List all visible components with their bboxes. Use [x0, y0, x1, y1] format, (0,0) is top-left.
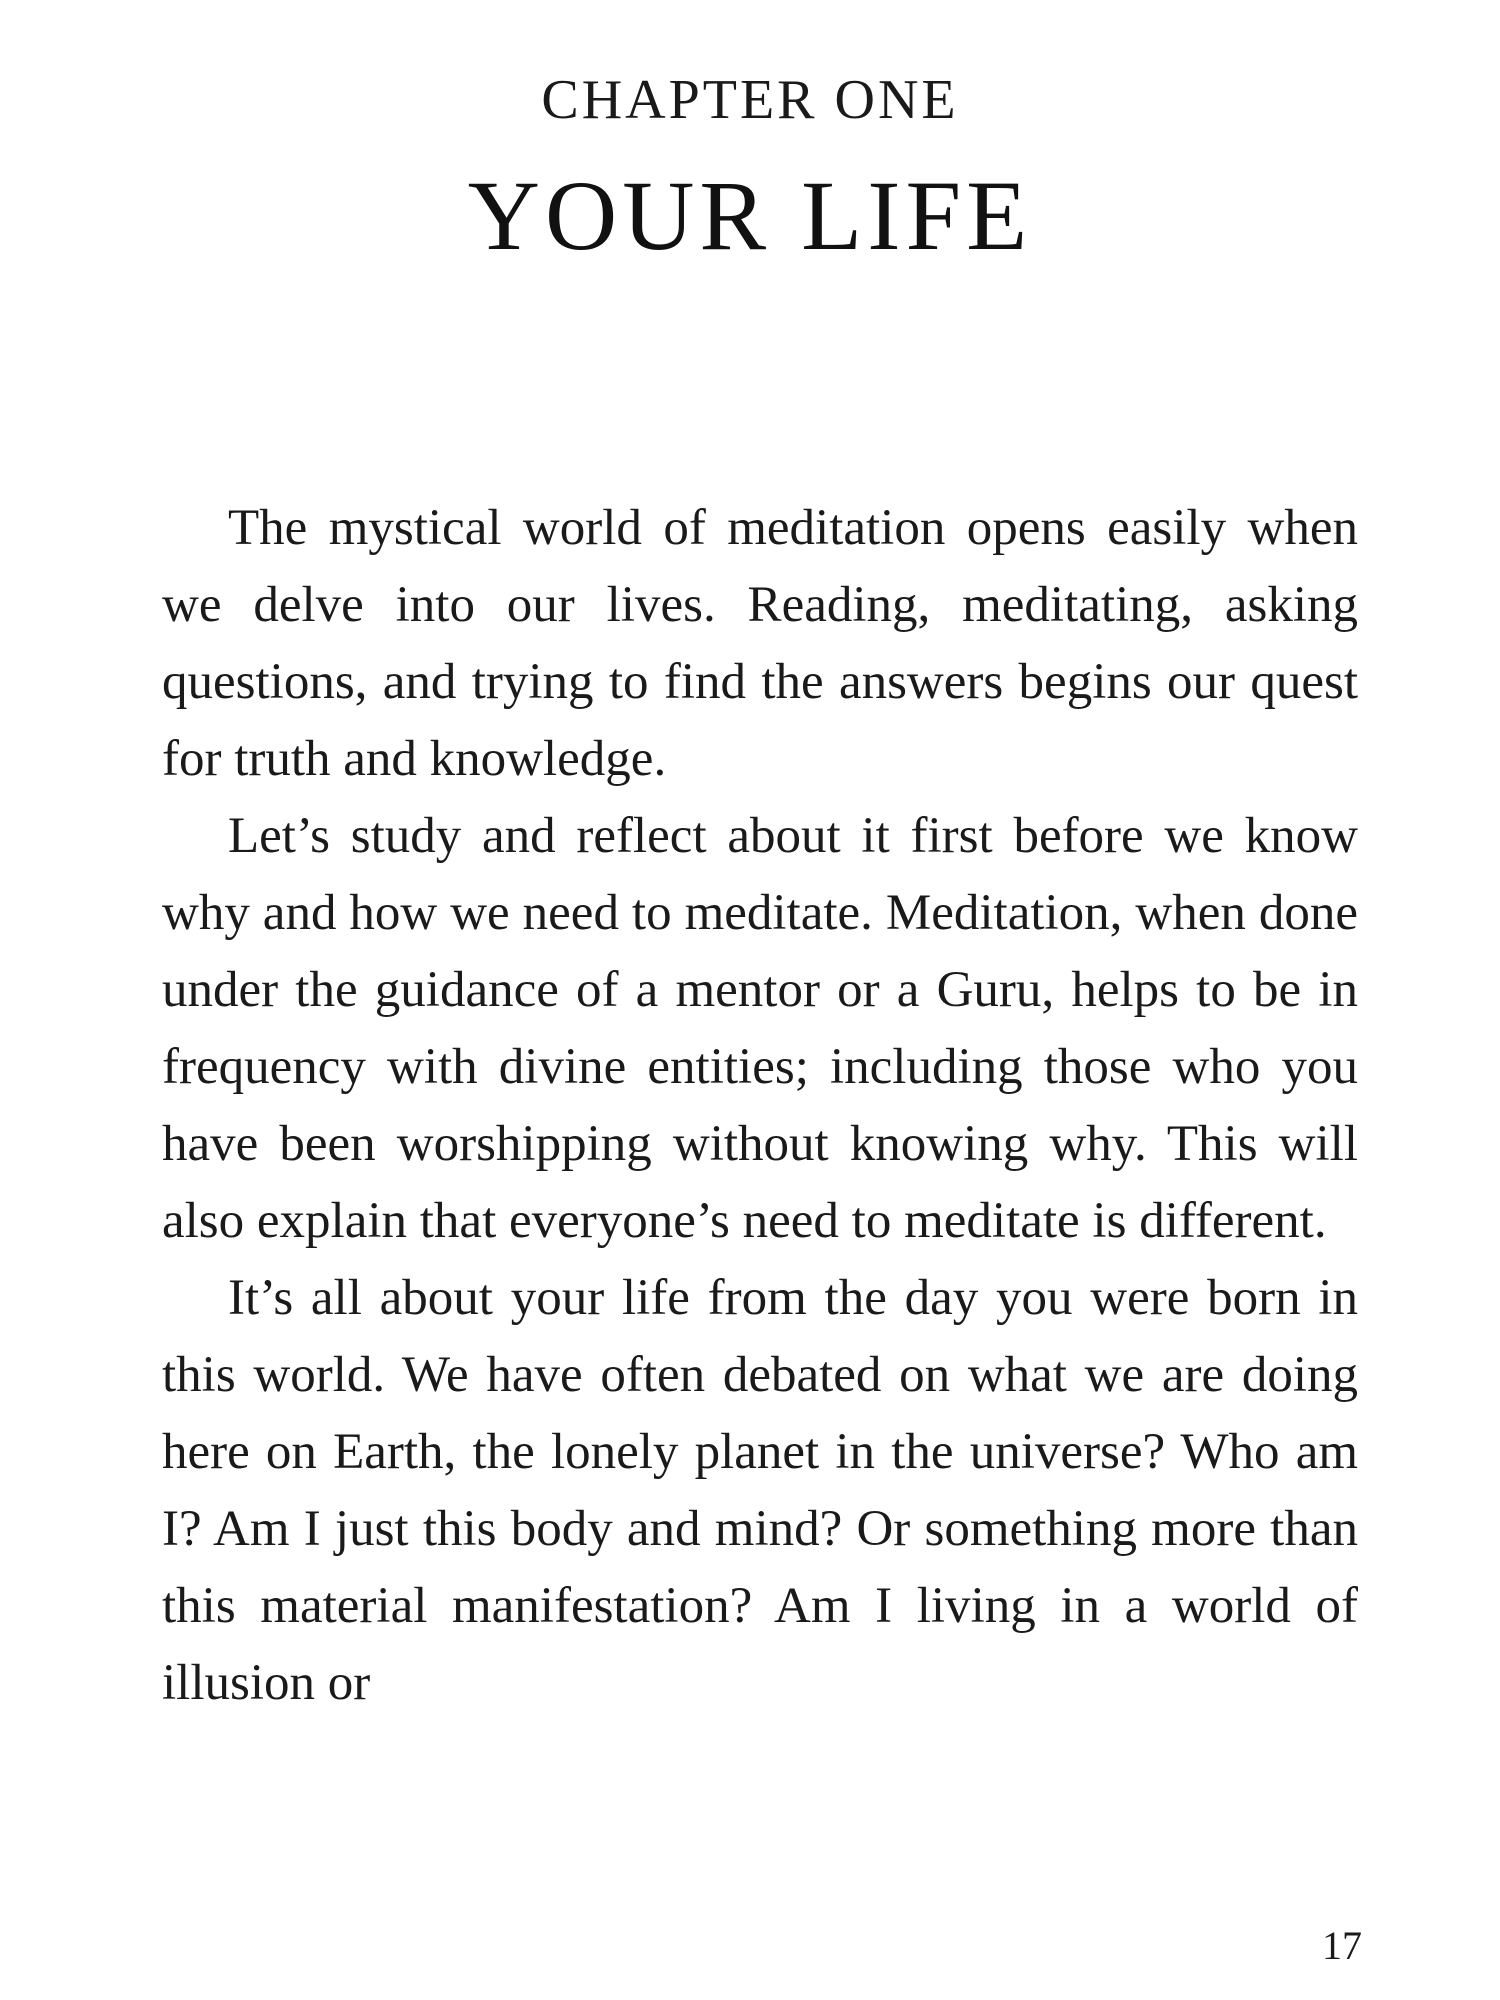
body-text	[162, 490, 1358, 1722]
page-number: 17	[1322, 1923, 1362, 1968]
paragraph-2: Let’s study and reflect about it first before we know why and how we need to meditate. Meditation, when done under the guidance of a mentor or a Guru, helps to be in frequency with divine entities; including those who you have been worshipping without knowing why. This will also explain that everyone’s need to meditate is different.	[162, 808, 1358, 1249]
paragraph-1: The mystical world of meditation opens easily when we delve into our lives. Reading, meditating, asking questions, and trying to find the answers begins our quest for truth and knowledge.	[162, 500, 1358, 787]
paragraph-3: It’s all about your life from the day you were born in this world. We have often debated on what we are doing here on Earth, the lonely planet in the universe? Who am I? Am I just this body and mind? Or something more than this material manifestation? Am I living in a world of illusion or	[162, 1270, 1358, 1711]
chapter-label: CHAPTER ONE	[541, 69, 959, 131]
chapter-title: YOUR LIFE	[467, 160, 1033, 271]
